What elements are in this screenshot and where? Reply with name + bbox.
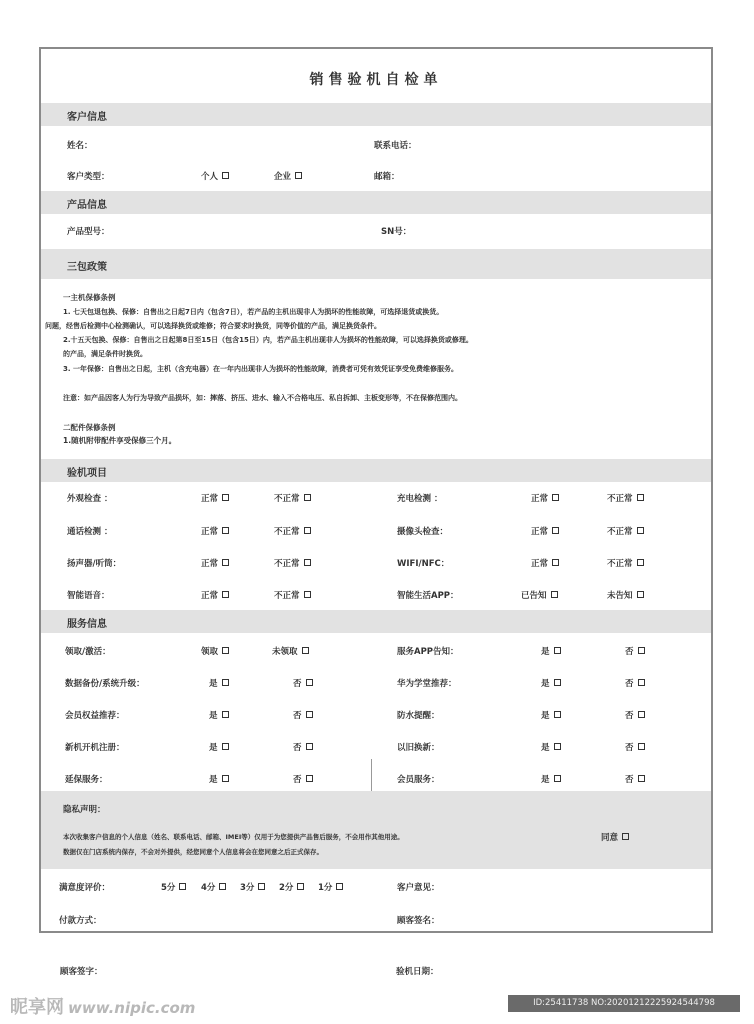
checkbox[interactable] [622,833,629,840]
warranty-line-1: 1. 七天包退包换、保修：自售出之日起7日内（包含7日），若产品的主机出现非人为损坏的性能故障，可选择退货或换货。 [63,308,444,316]
inspect-abnormal-option[interactable]: 不正常 [274,589,311,601]
privacy-agree-option[interactable]: 同意 [601,831,629,843]
checkbox[interactable] [554,775,561,782]
service-yes-option[interactable]: 是 [209,677,229,689]
score-4-option[interactable]: 4分 [201,881,226,893]
checkbox[interactable] [554,743,561,750]
column-divider [371,759,372,791]
inspect-abnormal-option[interactable]: 不正常 [274,557,311,569]
service-no-option[interactable]: 否 [625,709,645,721]
service-yes-option[interactable]: 是 [541,645,561,657]
service-item-register: 新机开机注册： [65,743,125,753]
checkbox[interactable] [306,711,313,718]
checkbox[interactable] [222,527,229,534]
checkbox[interactable] [637,591,644,598]
phone-label: 联系电话： [374,141,417,151]
watermark-logo: 昵享网 www.nipic.com [10,997,196,1018]
checkbox[interactable] [336,883,343,890]
type-personal-option[interactable]: 个人 [201,170,229,182]
score-5-option[interactable]: 5分 [161,881,186,893]
service-yes-option[interactable]: 是 [541,677,561,689]
warranty-line-4: 1.随机附带配件享受保修三个月。 [63,436,177,445]
inspect-abnormal-option[interactable]: 不正常 [607,557,644,569]
checkbox[interactable] [638,711,645,718]
service-item-app-notice: 服务APP告知： [397,647,459,657]
service-yes-option[interactable]: 是 [541,773,561,785]
warranty-line-1b: 问题，经售后检测中心检测确认，可以选择换货或维修；符合要求时换货，同等价值的产品，满足换货条件。 [45,322,381,330]
inspect-item-appearance: 外观检查 ： [67,494,113,504]
checkbox[interactable] [552,527,559,534]
service-yes-option[interactable]: 是 [541,741,561,753]
service-item-waterproof: 防水提醒： [397,711,440,721]
service-item-activate: 领取/激活： [65,647,111,657]
inspect-item-voice: 智能语音： [67,591,110,601]
inspect-normal-option[interactable]: 正常 [201,525,229,537]
inspect-item-camera: 摄像头检查： [397,527,449,537]
section-header-customer: 客户信息 [41,103,711,126]
privacy-line-2: 数据仅在门店系统内保存，不会对外提供，经您同意个人信息将会在您同意之后正式保存。 [63,848,323,856]
inspect-item-wifi: WIFI/NFC： [397,559,450,569]
service-not-activated-option[interactable]: 未领取 [272,645,309,657]
service-item-school: 华为学堂推荐： [397,679,457,689]
checkbox[interactable] [222,711,229,718]
payment-label: 付款方式： [59,916,102,926]
service-item-extended: 延保服务： [65,775,108,785]
email-label: 邮箱： [374,172,400,182]
warranty-line-2b: 的产品，满足条件时换货。 [63,350,147,358]
service-yes-option[interactable]: 是 [209,773,229,785]
watermark-id: ID:25411738 NO:20201212225924544798 [508,995,740,1012]
checkbox[interactable] [295,172,302,179]
checkbox[interactable] [222,591,229,598]
evaluation-label: 满意度评价： [59,883,111,893]
inspect-unknown-option[interactable]: 未告知 [607,589,644,601]
service-no-option[interactable]: 否 [625,741,645,753]
service-item-backup: 数据备份/系统升级： [65,679,145,689]
checkbox[interactable] [222,494,229,501]
section-header-inspection: 验机项目 [41,459,711,482]
inspect-item-charging: 充电检测 ： [397,494,443,504]
checkbox[interactable] [306,743,313,750]
checkbox[interactable] [638,679,645,686]
inspect-abnormal-option[interactable]: 不正常 [607,492,644,504]
checkbox[interactable] [638,775,645,782]
service-no-option[interactable]: 否 [293,677,313,689]
inspect-normal-option[interactable]: 正常 [201,589,229,601]
service-item-member: 会员权益推荐： [65,711,125,721]
score-2-option[interactable]: 2分 [279,881,304,893]
checkbox[interactable] [222,775,229,782]
section-header-product: 产品信息 [41,191,711,214]
service-yes-option[interactable]: 是 [209,709,229,721]
service-no-option[interactable]: 否 [293,709,313,721]
service-yes-option[interactable]: 是 [209,741,229,753]
privacy-label: 隐私声明： [63,805,106,815]
inspect-abnormal-option[interactable]: 不正常 [274,492,311,504]
checkbox[interactable] [554,647,561,654]
warranty-heading-2: 二配件保修条例 [63,423,116,432]
checkbox[interactable] [222,743,229,750]
inspect-item-call: 通话检测 ： [67,527,113,537]
checkbox[interactable] [222,679,229,686]
checkbox[interactable] [304,527,311,534]
privacy-line-1: 本次收集客户信息的个人信息（姓名、联系电话、邮箱、IMEI等）仅用于为您提供产品售后服务，不会用作其他用途。 [63,833,404,841]
name-label: 姓名： [67,141,93,151]
customer-type-label: 客户类型： [67,172,110,182]
signature-label: 顾客签名： [397,916,440,926]
service-item-vip: 会员服务： [397,775,440,785]
checkbox[interactable] [306,679,313,686]
checkbox[interactable] [304,591,311,598]
checkbox[interactable] [222,172,229,179]
inspect-normal-option[interactable]: 正常 [531,525,559,537]
checkbox[interactable] [306,775,313,782]
section-header-warranty: 三包政策 [41,249,711,279]
checkbox[interactable] [179,883,186,890]
checkbox[interactable] [552,494,559,501]
checkbox[interactable] [304,559,311,566]
warranty-line-3: 3. 一年保修：自售出之日起，主机（含充电器）在一年内出现非人为损坏的性能故障，消费者可凭有效凭证享受免费维修服务。 [63,365,458,373]
service-yes-option[interactable]: 是 [541,709,561,721]
checkbox[interactable] [222,559,229,566]
score-3-option[interactable]: 3分 [240,881,265,893]
advice-label: 客户意见： [397,883,440,893]
inspection-date-label: 验机日期： [396,967,439,977]
service-item-tradein: 以旧换新： [397,743,440,753]
inspect-normal-option[interactable]: 正常 [531,557,559,569]
service-no-option[interactable]: 否 [293,773,313,785]
checkbox[interactable] [552,559,559,566]
inspect-normal-option[interactable]: 正常 [201,557,229,569]
service-activated-option[interactable]: 领取 [201,645,229,657]
checkbox[interactable] [637,559,644,566]
type-company-option[interactable]: 企业 [274,170,302,182]
warranty-heading-1: 一主机保修条例 [63,293,116,302]
checkbox[interactable] [219,883,226,890]
checkbox[interactable] [258,883,265,890]
checkbox[interactable] [554,679,561,686]
sn-label: SN号： [381,227,412,237]
checkbox[interactable] [304,494,311,501]
inspect-abnormal-option[interactable]: 不正常 [607,525,644,537]
customer-sign-label: 顾客签字： [60,967,103,977]
warranty-line-2: 2.十五天包换、保修：自售出之日起第8日至15日（包含15日）内，若产品主机出现非人为损坏的性能故障，可以选择换货或修理。 [63,336,473,344]
inspect-normal-option[interactable]: 正常 [531,492,559,504]
checkbox[interactable] [638,743,645,750]
checkbox[interactable] [297,883,304,890]
inspect-item-speaker: 扬声器/听筒： [67,559,122,569]
checkbox[interactable] [637,494,644,501]
inspect-normal-option[interactable]: 正常 [201,492,229,504]
score-1-option[interactable]: 1分 [318,881,343,893]
checkbox[interactable] [222,647,229,654]
form-title: 销售验机自检单 [309,72,443,88]
service-no-option[interactable]: 否 [625,677,645,689]
service-no-option[interactable]: 否 [293,741,313,753]
checkbox[interactable] [554,711,561,718]
service-no-option[interactable]: 否 [625,773,645,785]
checkbox[interactable] [551,591,558,598]
section-header-service: 服务信息 [41,610,711,633]
checkbox[interactable] [637,527,644,534]
inspect-known-option[interactable]: 已告知 [521,589,558,601]
service-no-option[interactable]: 否 [625,645,645,657]
warranty-note: 注意：如产品因客人为行为导致产品损坏，如：摔落、挤压、进水、输入不合格电压、私自拆卸、主板变形等，不在保修范围内。 [63,394,462,402]
inspection-form [39,47,713,933]
inspect-item-app: 智能生活APP： [397,591,459,601]
checkbox[interactable] [638,647,645,654]
checkbox[interactable] [302,647,309,654]
model-label: 产品型号： [67,227,110,237]
inspect-abnormal-option[interactable]: 不正常 [274,525,311,537]
